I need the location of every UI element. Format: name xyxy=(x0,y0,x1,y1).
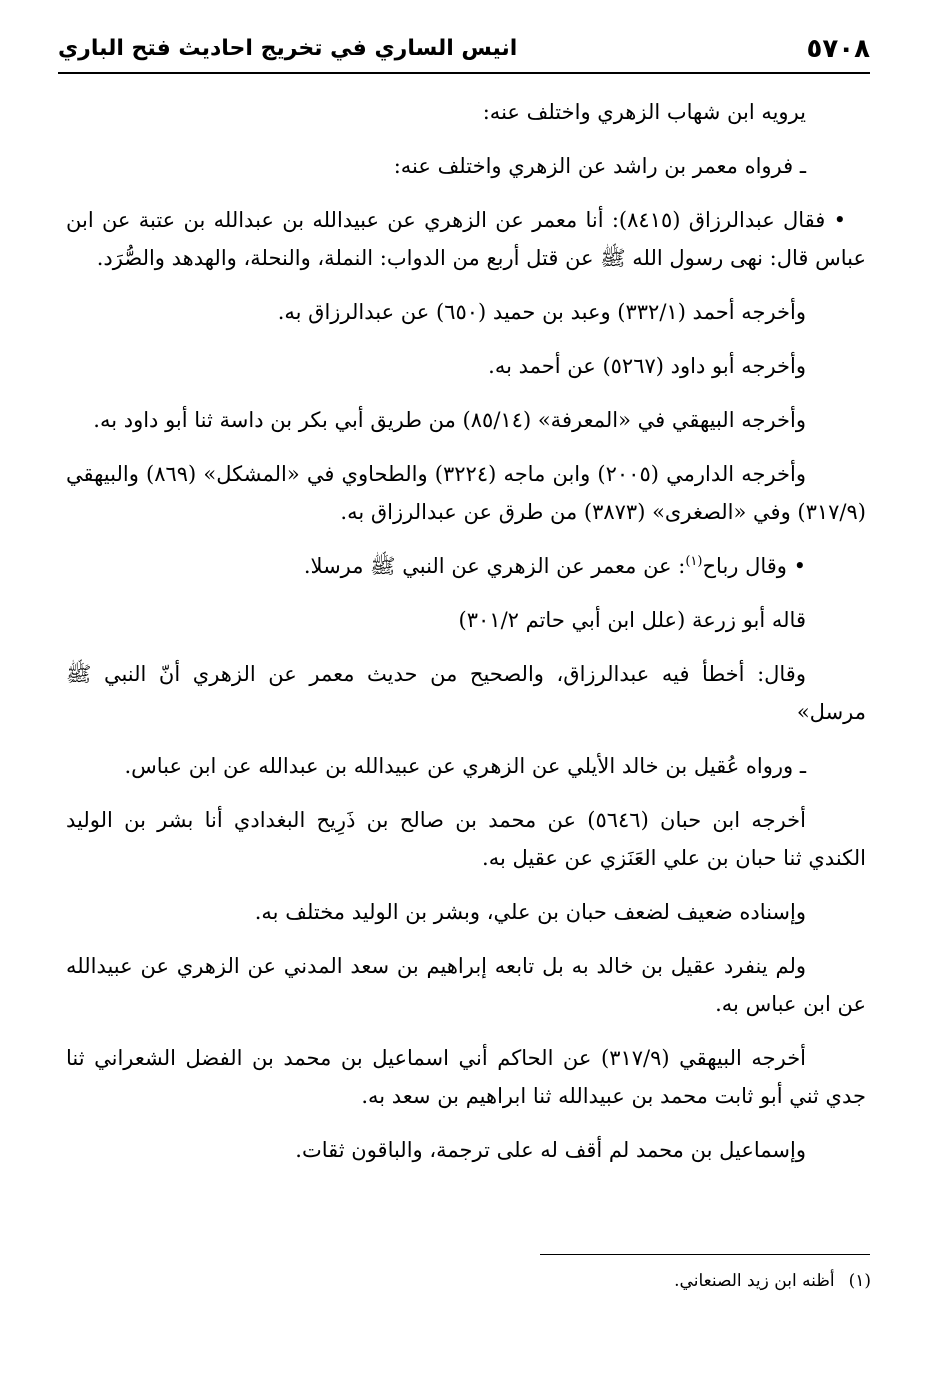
footnote-rule xyxy=(540,1254,870,1255)
footnote-marker: (١) xyxy=(848,1271,871,1291)
running-title: انيس الساري في تخريج احاديث فتح الباري xyxy=(58,36,518,61)
paragraph: وأخرجه أحمد (٣٣٢/١) وعبد بن حميد (٦٥٠) عن عبدالرزاق به. xyxy=(277,300,806,324)
page-header xyxy=(58,30,870,70)
paragraph: يرويه ابن شهاب الزهري واختلف عنه: xyxy=(482,100,806,124)
paragraph: قاله أبو زرعة (علل ابن أبي حاتم ٣٠١/٢) xyxy=(458,608,806,632)
paragraph: ـ فرواه معمر بن راشد عن الزهري واختلف عنه: xyxy=(393,154,806,178)
paragraph: أخرجه البيهقي (٣١٧/٩) عن الحاكم أني اسماعيل بن محمد بن الفضل الشعراني ثنا جدي ثني أبو ثابت محمد بن عبيدالله ثنا ابراهيم بن سعد به. xyxy=(66,1046,866,1108)
paragraph: ـ ورواه عُقيل بن خالد الأيلي عن الزهري عن عبيدالله بن عبدالله عن ابن عباس. xyxy=(124,754,806,778)
page-number: ٥٧٠٨ xyxy=(806,34,870,64)
paragraph: ولم ينفرد عقيل بن خالد به بل تابعه إبراهيم بن سعد المدني عن الزهري عن عبيدالله عن ابن عباس به. xyxy=(66,954,866,1016)
paragraph: وإسناده ضعيف لضعف حبان بن علي، وبشر بن الوليد مختلف به. xyxy=(254,900,806,924)
paragraph: وأخرجه الدارمي (٢٠٠٥) وابن ماجه (٣٢٢٤) والطحاوي في «المشكل» (٨٦٩) والبيهقي (٣١٧/٩) وفي «الصغرى» (٣٨٧٣) من طرق عن عبدالرزاق به. xyxy=(66,462,866,524)
paragraph: • فقال عبدالرزاق (٨٤١٥): أنا معمر عن الزهري عن عبيدالله بن عبدالله بن عتبة عن ابن عباس قال: نهى رسول الله ﷺ عن قتل أربع من الدواب: النملة، والنحلة، والهدهد والصُّرَد. xyxy=(66,201,866,277)
footnote-reference: (١) xyxy=(685,554,703,569)
paragraph-lead: • وقال رباح xyxy=(702,554,806,578)
paragraph-rest: : عن معمر عن الزهري عن النبي ﷺ مرسلا. xyxy=(303,554,686,578)
paragraph: وأخرجه أبو داود (٥٢٦٧) عن أحمد به. xyxy=(488,354,806,378)
header-rule xyxy=(58,72,870,74)
paragraph: وإسماعيل بن محمد لم أقف له على ترجمة، والباقون ثقات. xyxy=(295,1138,806,1162)
footnote xyxy=(66,1266,871,1296)
main-text xyxy=(66,93,866,1185)
paragraph: أخرجه ابن حبان (٥٦٤٦) عن محمد بن صالح بن ذَرِيح البغدادي أنا بشر بن الوليد الكندي ثنا حبان بن علي العَنَزي عن عقيل به. xyxy=(66,808,866,870)
paragraph: وأخرجه البيهقي في «المعرفة» (٨٥/١٤) من طريق أبي بكر بن داسة ثنا أبو داود به. xyxy=(93,408,806,432)
paragraph: وقال: أخطأ فيه عبدالرزاق، والصحيح من حديث معمر عن الزهري أنّ النبي ﷺ مرسل» xyxy=(66,662,866,724)
footnote-text: أظنه ابن زيد الصنعاني. xyxy=(674,1271,835,1291)
paragraph-with-footnote xyxy=(66,547,866,585)
